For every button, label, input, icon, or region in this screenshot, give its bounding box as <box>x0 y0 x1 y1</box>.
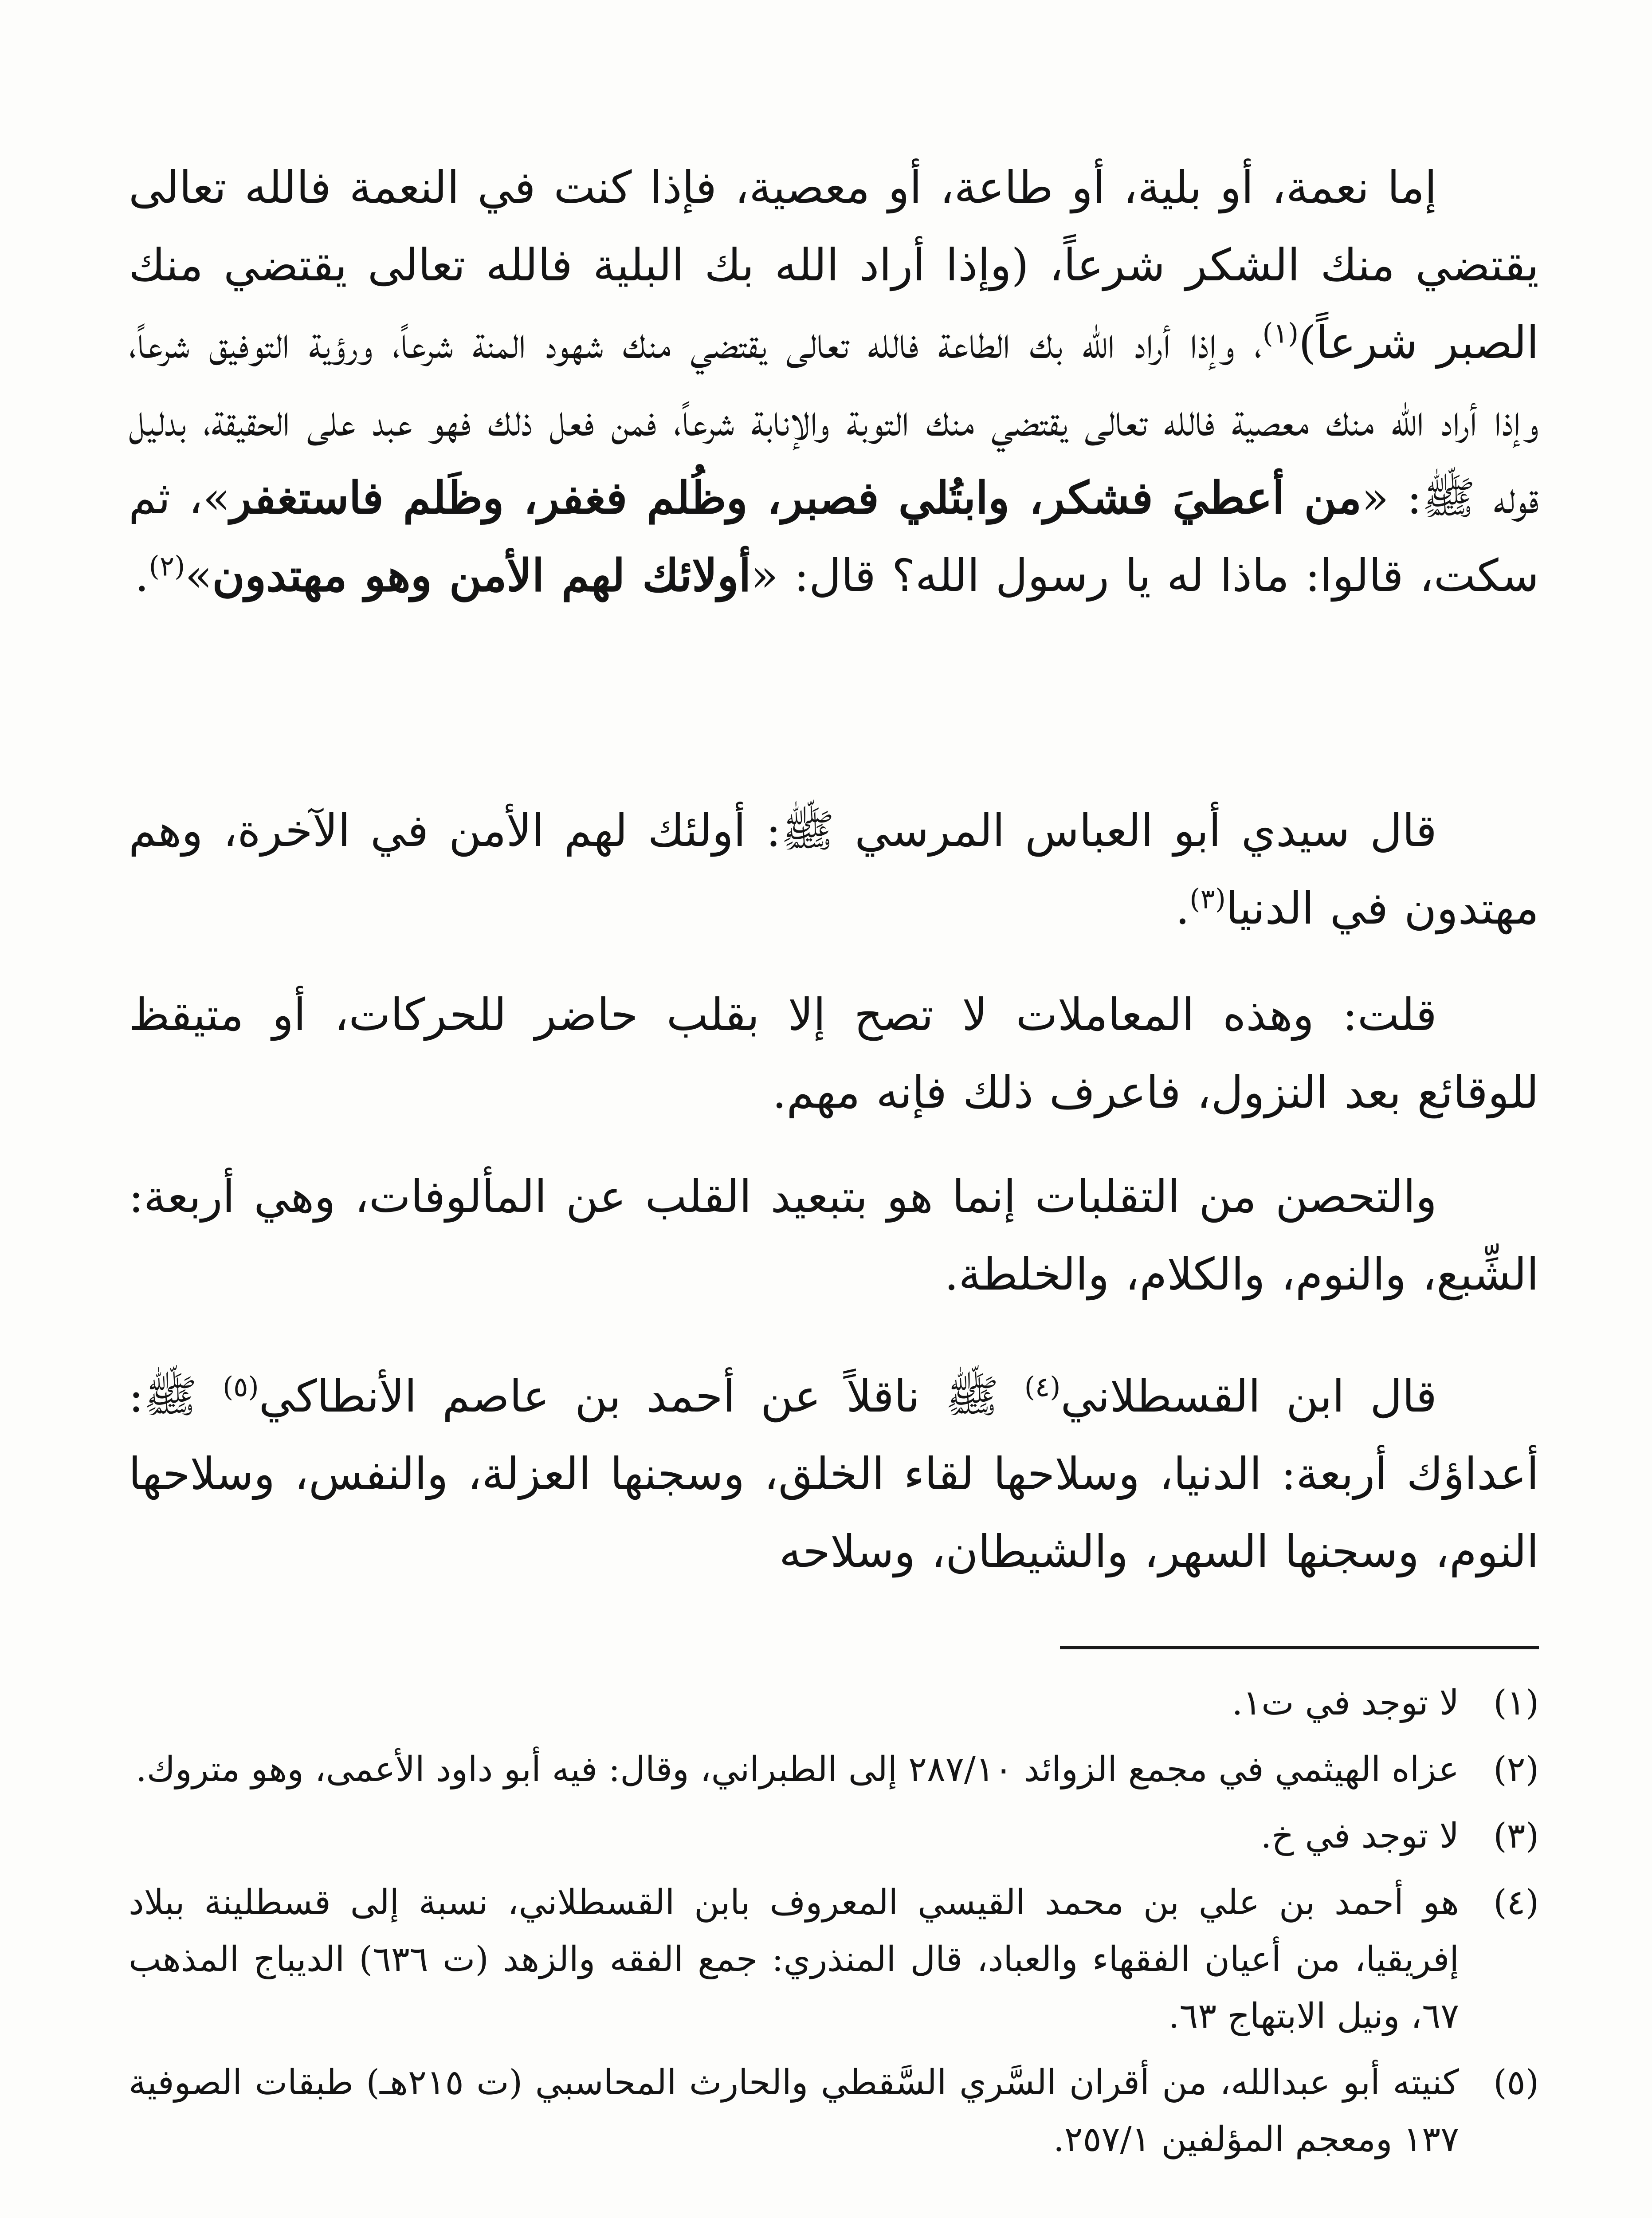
paragraph-text: قال سيدي أبو العباس المرسي ﷺ: أولئك لهم الأمن في الآخرة، وهم مهتدون في الدنيا <box>129 805 1539 934</box>
paragraph-4 <box>129 1158 1539 1313</box>
hadith-quote: من أعطيَ فشكر، وابتُلي فصبر، وظُلم فغفر، وظَلم فاستغفر <box>230 472 1362 524</box>
footnote-number: (٣) <box>1493 1816 1539 1856</box>
footnote-text: لا توجد في ت١. <box>1232 1683 1459 1723</box>
footnotes <box>129 1675 1539 2178</box>
hadith-quote: أولائك لهم الأمن وهو مهتدون <box>212 549 751 602</box>
paragraph-text: » <box>185 550 212 602</box>
paragraph-text: »، ثم سكت، قالوا: ماذا له يا رسول الله؟ قال: « <box>129 472 1539 602</box>
footnote-text: عزاه الهيثمي في مجمع الزوائد ٢٨٧/١٠ إلى الطبراني، وقال: فيه أبو داود الأعمى، وهو متروك. <box>135 1750 1459 1789</box>
footnote-number: (٤) <box>1493 1883 1539 1923</box>
footnote-4 <box>129 1874 1539 2045</box>
footnote-ref-4: (٤) <box>1024 1370 1061 1403</box>
paragraph-text: إما نعمة، أو بلية، أو طاعة، أو معصية، فإذا كنت في النعمة فالله تعالى يقتضي منك الشكر شرعاً، (وإذا أراد الله بك البلية فالله تعالى يقتضي منك الصبر شرعاً) <box>129 161 1539 369</box>
footnote-ref-1: (١) <box>1262 317 1299 350</box>
paragraph-5-text <box>129 1357 1539 1590</box>
footnote-3 <box>129 1808 1539 1864</box>
footnote-ref-2: (٢) <box>149 550 185 582</box>
paragraph-text: ﷺ ناقلاً عن أحمد بن عاصم الأنطاكي <box>259 1370 1024 1422</box>
paragraph-3-text: قلت: وهذه المعاملات لا تصح إلا بقلب حاضر للحركات، أو متيقظ للوقائع بعد النزول، فاعرف ذلك فإنه مهم. <box>129 989 1539 1118</box>
footnote-number: (٥) <box>1493 2063 1539 2103</box>
paragraph-text: قال ابن القسطلاني <box>1060 1370 1437 1422</box>
footnote-ref-5: (٥) <box>222 1370 259 1403</box>
footnote-divider <box>1060 1646 1539 1649</box>
footnote-ref-3: (٣) <box>1189 882 1226 915</box>
paragraph-text: ﷺ: أعداؤك أربعة: الدنيا، وسلاحها لقاء الخلق، وسجنها العزلة، والنفس، وسلاحها النوم، وسجنها السهر، والشيطان، وسلاحه <box>129 1370 1539 1577</box>
paragraph-text: . <box>134 550 149 602</box>
footnote-number: (٢) <box>1493 1750 1539 1789</box>
footnote-1 <box>129 1675 1539 1731</box>
footnote-2 <box>129 1741 1539 1798</box>
footnote-text: هو أحمد بن علي بن محمد القيسي المعروف بابن القسطلاني، نسبة إلى قسطلينة ببلاد إفريقيا، من أعيان الفقهاء والعباد، قال المنذري: جمع الفقه والزهد (ت ٦٣٦) الديباج المذهب ٦٧، ونيل الابتهاج ٦٣. <box>129 1883 1459 2036</box>
footnote-text: كنيته أبو عبدالله، من أقران السَّري السَّقطي والحارث المحاسبي (ت ٢١٥هـ) طبقات الصوفية ١٣٧ ومعجم المؤلفين ٢٥٧/١. <box>129 2063 1459 2159</box>
paragraph-2-text <box>129 792 1539 947</box>
footnote-text: لا توجد في خ. <box>1260 1816 1459 1856</box>
paragraph-text: ، وإذا أراد الله بك الطاعة فالله تعالى يقتضي منك شهود المنة شرعاً، ورؤية التوفيق شرعاً، وإذا أراد الله منك معصية فالله تعالى يقتضي منك التوبة والإنابة شرعاً، فمن فعل ذلك فهو عبد على الحقيقة، بدليل قوله ﷺ: « <box>129 317 1539 524</box>
footnote-number: (١) <box>1493 1683 1539 1723</box>
paragraph-1-text <box>129 149 1539 614</box>
paragraph-3 <box>129 976 1539 1131</box>
paragraph-5 <box>129 1357 1539 1590</box>
paragraph-4-text: والتحصن من التقلبات إنما هو بتبعيد القلب عن المألوفات، وهي أربعة: الشِّبع، والنوم، والكلام، والخلطة. <box>129 1171 1539 1300</box>
paragraph-2 <box>129 792 1539 947</box>
paragraph-text: . <box>1175 882 1190 934</box>
paragraph-1 <box>129 149 1539 614</box>
footnote-5 <box>129 2054 1539 2168</box>
